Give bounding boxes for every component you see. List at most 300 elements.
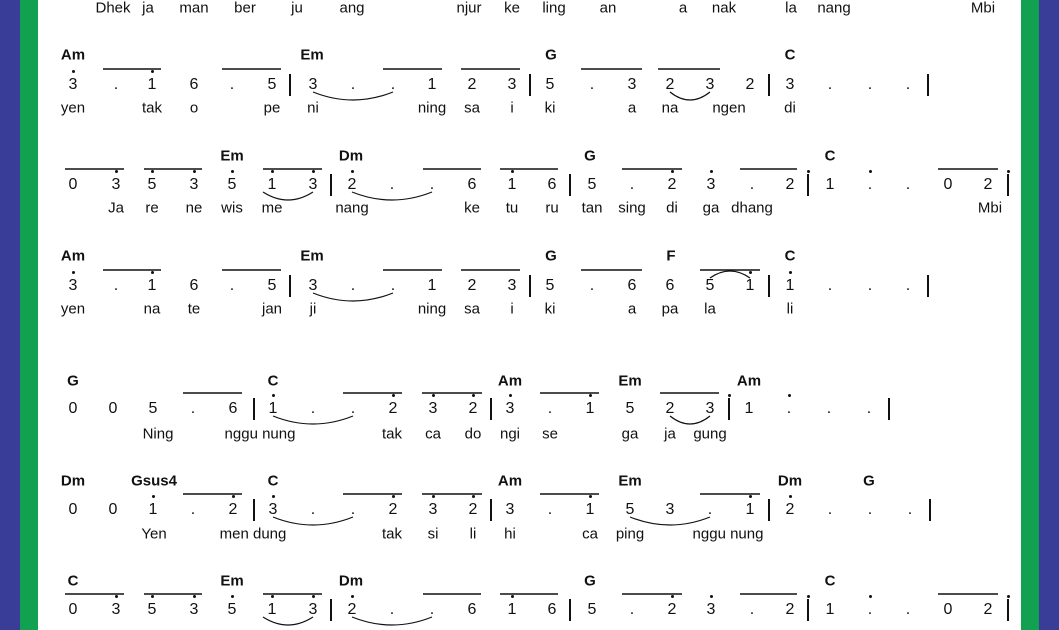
note-digit: 1	[825, 601, 835, 618]
lyric-syllable: jan	[261, 300, 283, 318]
lyric-syllable: a	[627, 99, 637, 117]
octave-dot	[231, 170, 234, 173]
lyric-syllable: se	[542, 425, 558, 443]
note-digit: 0	[943, 601, 953, 618]
chord-label: G	[67, 372, 79, 390]
bar-line	[768, 275, 770, 297]
chord-label: Dm	[777, 472, 803, 490]
lyric-syllable: a	[678, 0, 688, 17]
bar-line	[927, 275, 929, 297]
note-digit: 0	[68, 400, 78, 417]
note-digit: 5	[267, 277, 277, 294]
bar-line	[728, 398, 730, 420]
note-digit: 3	[507, 76, 517, 93]
note-digit: 3	[428, 501, 438, 518]
note-digit: 2	[388, 400, 398, 417]
note-digit: 1	[267, 601, 277, 618]
lyric-syllable: la	[785, 0, 797, 17]
chord-label: Am	[736, 372, 762, 390]
note-digit: 6	[547, 601, 557, 618]
chord-label: C	[67, 572, 79, 590]
note-digit: 3	[505, 501, 515, 518]
note-digit: 5	[705, 277, 715, 294]
chord-label: C	[267, 372, 279, 390]
octave-dot	[271, 595, 274, 598]
octave-dot	[472, 394, 475, 397]
octave-dot	[272, 495, 275, 498]
octave-dot	[869, 595, 872, 598]
note-digit: 1	[267, 176, 277, 193]
lyric-syllable: an	[599, 0, 617, 17]
note-digit: 2	[468, 501, 478, 518]
lyric-syllable: ju	[291, 0, 303, 17]
note-digit: 2	[745, 76, 755, 93]
note-digit: 0	[68, 501, 78, 518]
lyric-syllable: re	[145, 199, 159, 217]
note-digit: 1	[785, 277, 795, 294]
lyric-syllable: man	[179, 0, 209, 17]
lyric-syllable: Mbi	[970, 0, 996, 17]
lyric-syllable: me	[261, 199, 283, 217]
note-digit: 5	[587, 176, 597, 193]
bar-line	[768, 499, 770, 521]
octave-dot	[271, 170, 274, 173]
bar-line	[289, 275, 291, 297]
note-digit: .	[905, 176, 911, 193]
note-digit: .	[350, 501, 356, 518]
note-digit: 0	[108, 400, 118, 417]
lyric-syllable: ke	[504, 0, 520, 17]
octave-dot	[151, 595, 154, 598]
note-digit: 3	[189, 176, 199, 193]
note-digit: 1	[745, 501, 755, 518]
lyric-syllable: tak	[381, 525, 403, 543]
lyric-syllable: ngen	[712, 99, 746, 117]
lyric-syllable: sa	[464, 300, 480, 318]
note-digit: 1	[745, 277, 755, 294]
note-digit: 1	[147, 277, 157, 294]
note-digit: 2	[347, 176, 357, 193]
note-digit: 2	[468, 400, 478, 417]
note-digit: 3	[507, 277, 517, 294]
note-digit: 6	[665, 277, 675, 294]
lyric-syllable: ber	[234, 0, 256, 17]
note-digit: 5	[545, 277, 555, 294]
bar-line	[529, 74, 531, 96]
octave-dot	[272, 394, 275, 397]
bar-line	[768, 74, 770, 96]
lyric-syllable: i	[510, 300, 514, 318]
chord-label: Am	[60, 46, 86, 64]
lyric-syllable: ne	[185, 199, 203, 217]
bar-line	[807, 599, 809, 621]
note-digit: 2	[983, 176, 993, 193]
note-digit: .	[905, 277, 911, 294]
octave-dot	[1007, 595, 1010, 598]
note-digit: 1	[147, 76, 157, 93]
note-digit: 5	[148, 400, 158, 417]
lyric-syllable: ga	[702, 199, 720, 217]
bar-line	[490, 398, 492, 420]
note-digit: .	[629, 176, 635, 193]
chord-label: Gsus4	[131, 472, 177, 490]
note-digit: .	[350, 277, 356, 294]
octave-dot	[511, 170, 514, 173]
note-digit: 1	[427, 76, 437, 93]
note-digit: 3	[308, 76, 318, 93]
lyric-syllable: Ja	[108, 199, 124, 217]
note-digit: 0	[943, 176, 953, 193]
octave-dot	[589, 495, 592, 498]
lyric-syllable: nggu nung	[224, 425, 296, 443]
note-digit: 2	[228, 501, 238, 518]
note-digit: .	[390, 76, 396, 93]
bar-line	[888, 398, 890, 420]
bar-line	[330, 599, 332, 621]
lyric-syllable: ngi	[499, 425, 521, 443]
chord-label: C	[267, 472, 279, 490]
note-digit: .	[547, 501, 553, 518]
note-digit: 3	[706, 176, 716, 193]
chord-label: C	[784, 46, 796, 64]
octave-dot	[351, 595, 354, 598]
note-digit: 1	[585, 501, 595, 518]
octave-dot	[472, 495, 475, 498]
chord-label: C	[824, 147, 836, 165]
lyric-syllable: si	[427, 525, 439, 543]
lyric-syllable: dhang	[731, 199, 773, 217]
note-digit: 3	[785, 76, 795, 93]
lyric-syllable: ja	[142, 0, 154, 17]
chord-label: Em	[300, 247, 324, 265]
note-digit: 3	[308, 176, 318, 193]
lyric-syllable: ga	[621, 425, 639, 443]
chord-label: Dm	[338, 572, 364, 590]
chord-label: Am	[60, 247, 86, 265]
note-digit: .	[589, 277, 595, 294]
note-digit: 3	[268, 501, 278, 518]
note-digit: 0	[108, 501, 118, 518]
bar-line	[289, 74, 291, 96]
bar-line	[927, 74, 929, 96]
lyric-syllable: pe	[263, 99, 281, 117]
lyric-syllable: nak	[711, 0, 737, 17]
chord-label: Am	[497, 372, 523, 390]
note-digit: 6	[627, 277, 637, 294]
lyric-syllable: njur	[456, 0, 482, 17]
chord-label: Em	[300, 46, 324, 64]
lyric-syllable: hi	[504, 525, 516, 543]
lyric-syllable: ni	[307, 99, 319, 117]
note-digit: .	[867, 277, 873, 294]
note-digit: 6	[189, 76, 199, 93]
lyric-syllable: yen	[60, 300, 86, 318]
note-digit: 2	[467, 277, 477, 294]
octave-dot	[312, 595, 315, 598]
bar-line	[929, 499, 931, 521]
lyric-syllable: ru	[545, 199, 559, 217]
note-digit: 2	[347, 601, 357, 618]
lyric-syllable: na	[661, 99, 679, 117]
octave-dot	[312, 170, 315, 173]
chord-label: Em	[220, 147, 244, 165]
octave-dot	[728, 394, 731, 397]
bar-line	[253, 499, 255, 521]
lyric-syllable: li	[469, 525, 477, 543]
note-digit: 2	[665, 76, 675, 93]
note-digit: 2	[388, 501, 398, 518]
note-digit: 1	[585, 400, 595, 417]
note-digit: 3	[627, 76, 637, 93]
lyric-syllable: te	[187, 300, 201, 318]
note-digit: 5	[227, 601, 237, 618]
note-digit: 6	[467, 176, 477, 193]
lyric-syllable: Mbi	[977, 199, 1003, 217]
note-digit: 0	[68, 176, 78, 193]
lyric-syllable: tak	[141, 99, 163, 117]
note-digit: .	[749, 601, 755, 618]
chord-label: Am	[497, 472, 523, 490]
lyric-syllable: ca	[582, 525, 598, 543]
octave-dot	[749, 495, 752, 498]
note-digit: 3	[189, 601, 199, 618]
note-digit: 3	[308, 601, 318, 618]
lyric-syllable: tu	[505, 199, 519, 217]
note-digit: 6	[228, 400, 238, 417]
note-digit: .	[905, 76, 911, 93]
note-digit: 5	[625, 400, 635, 417]
note-digit: .	[190, 400, 196, 417]
note-digit: 5	[587, 601, 597, 618]
octave-dot	[671, 595, 674, 598]
note-digit: 3	[428, 400, 438, 417]
chord-label: Dm	[338, 147, 364, 165]
note-digit: 2	[667, 176, 677, 193]
note-digit: .	[867, 176, 873, 193]
note-digit: 1	[825, 176, 835, 193]
note-digit: 3	[706, 601, 716, 618]
octave-dot	[115, 170, 118, 173]
note-digit: .	[390, 277, 396, 294]
lyric-syllable: na	[143, 300, 161, 318]
lyric-syllable: di	[666, 199, 678, 217]
note-digit: 3	[505, 400, 515, 417]
lyric-syllable: ki	[544, 300, 556, 318]
chord-label: C	[824, 572, 836, 590]
bar-line	[490, 499, 492, 521]
note-digit: 1	[268, 400, 278, 417]
note-digit: .	[389, 601, 395, 618]
note-digit: 6	[547, 176, 557, 193]
lyric-syllable: ning	[417, 99, 447, 117]
note-digit: 1	[507, 601, 517, 618]
note-digit: 5	[147, 176, 157, 193]
note-digit: .	[229, 277, 235, 294]
note-digit: 5	[227, 176, 237, 193]
note-digit: 2	[785, 501, 795, 518]
note-digit: .	[629, 601, 635, 618]
chord-label: C	[784, 247, 796, 265]
chord-label: Em	[618, 472, 642, 490]
note-digit: .	[429, 601, 435, 618]
octave-dot	[152, 495, 155, 498]
lyric-syllable: pa	[661, 300, 679, 318]
bar-line	[1007, 174, 1009, 196]
chord-label: G	[545, 46, 557, 64]
note-digit: .	[866, 400, 872, 417]
bar-line	[529, 275, 531, 297]
lyric-syllable: li	[786, 300, 794, 318]
note-digit: .	[707, 501, 713, 518]
lyric-syllable: ca	[425, 425, 441, 443]
note-digit: 3	[308, 277, 318, 294]
octave-dot	[151, 271, 154, 274]
lyric-syllable: ji	[309, 300, 317, 318]
lyric-syllable: sa	[464, 99, 480, 117]
note-digit: .	[190, 501, 196, 518]
chord-label: F	[666, 247, 676, 265]
note-digit: 2	[983, 601, 993, 618]
note-digit: 1	[744, 400, 754, 417]
note-digit: .	[827, 76, 833, 93]
lyric-syllable: tan	[581, 199, 603, 217]
note-digit: 3	[705, 76, 715, 93]
octave-dot	[749, 271, 752, 274]
octave-dot	[807, 170, 810, 173]
note-digit: .	[429, 176, 435, 193]
lyric-syllable: sing	[618, 199, 646, 217]
note-digit: .	[867, 501, 873, 518]
bar-line	[569, 174, 571, 196]
bar-line	[330, 174, 332, 196]
bar-line	[253, 398, 255, 420]
octave-dot	[789, 271, 792, 274]
bar-line	[569, 599, 571, 621]
lyric-syllable: nang	[335, 199, 369, 217]
note-digit: .	[310, 400, 316, 417]
note-digit: 3	[111, 176, 121, 193]
lyric-syllable: ling	[542, 0, 566, 17]
octave-dot	[193, 595, 196, 598]
octave-dot	[151, 170, 154, 173]
lyric-syllable: i	[510, 99, 514, 117]
lyric-syllable: do	[464, 425, 482, 443]
octave-dot	[509, 394, 512, 397]
octave-dot	[392, 495, 395, 498]
note-digit: .	[827, 277, 833, 294]
note-digit: 3	[111, 601, 121, 618]
note-digit: 2	[785, 601, 795, 618]
note-digit: .	[229, 76, 235, 93]
note-digit: 3	[68, 277, 78, 294]
octave-dot	[72, 271, 75, 274]
note-digit: 6	[467, 601, 477, 618]
octave-dot	[511, 595, 514, 598]
lyric-syllable: gung	[693, 425, 727, 443]
note-digit: .	[867, 601, 873, 618]
octave-dot	[807, 595, 810, 598]
chord-label: Em	[220, 572, 244, 590]
note-digit: 5	[625, 501, 635, 518]
octave-dot	[72, 70, 75, 73]
note-digit: 1	[507, 176, 517, 193]
note-digit: .	[905, 601, 911, 618]
lyric-syllable: ang	[339, 0, 365, 17]
note-digit: .	[113, 277, 119, 294]
note-digit: 0	[68, 601, 78, 618]
lyric-syllable: a	[627, 300, 637, 318]
note-digit: 5	[545, 76, 555, 93]
note-digit: 1	[427, 277, 437, 294]
octave-dot	[671, 170, 674, 173]
octave-dot	[115, 595, 118, 598]
note-digit: 3	[665, 501, 675, 518]
lyric-syllable: yen	[60, 99, 86, 117]
note-digit: 6	[189, 277, 199, 294]
note-digit: .	[907, 501, 913, 518]
octave-dot	[788, 394, 791, 397]
note-digit: 5	[147, 601, 157, 618]
note-digit: .	[827, 501, 833, 518]
note-digit: .	[749, 176, 755, 193]
lyric-syllable: ning	[417, 300, 447, 318]
lyric-syllable: tak	[381, 425, 403, 443]
octave-dot	[869, 170, 872, 173]
bar-line	[1007, 599, 1009, 621]
note-digit: 3	[705, 400, 715, 417]
chord-label: G	[584, 572, 596, 590]
octave-dot	[432, 394, 435, 397]
note-digit: 5	[267, 76, 277, 93]
octave-dot	[789, 495, 792, 498]
chord-label: G	[584, 147, 596, 165]
note-digit: 2	[665, 400, 675, 417]
octave-dot	[232, 495, 235, 498]
lyric-syllable: di	[784, 99, 796, 117]
lyric-syllable: nang	[817, 0, 851, 17]
note-digit: .	[867, 76, 873, 93]
note-digit: .	[389, 176, 395, 193]
lyric-syllable: wis	[221, 199, 243, 217]
note-digit: 2	[785, 176, 795, 193]
octave-dot	[710, 170, 713, 173]
lyric-syllable: men dung	[219, 525, 287, 543]
lyric-syllable: ping	[615, 525, 645, 543]
note-digit: .	[350, 76, 356, 93]
note-digit: .	[826, 400, 832, 417]
lyric-syllable: nggu nung	[692, 525, 764, 543]
lyric-syllable: Dhek	[95, 0, 131, 17]
note-digit: .	[350, 400, 356, 417]
bar-line	[807, 174, 809, 196]
chord-label: Em	[618, 372, 642, 390]
note-digit: 2	[667, 601, 677, 618]
octave-dot	[589, 394, 592, 397]
octave-dot	[193, 170, 196, 173]
chord-label: Dm	[60, 472, 86, 490]
note-digit: .	[786, 400, 792, 417]
octave-dot	[710, 595, 713, 598]
lyric-syllable: Yen	[141, 525, 167, 543]
lyric-syllable: ke	[464, 199, 480, 217]
octave-dot	[392, 394, 395, 397]
lyric-syllable: ja	[664, 425, 676, 443]
octave-dot	[231, 595, 234, 598]
note-digit: 2	[467, 76, 477, 93]
note-digit: .	[113, 76, 119, 93]
lyric-syllable: ki	[544, 99, 556, 117]
note-digit: .	[589, 76, 595, 93]
